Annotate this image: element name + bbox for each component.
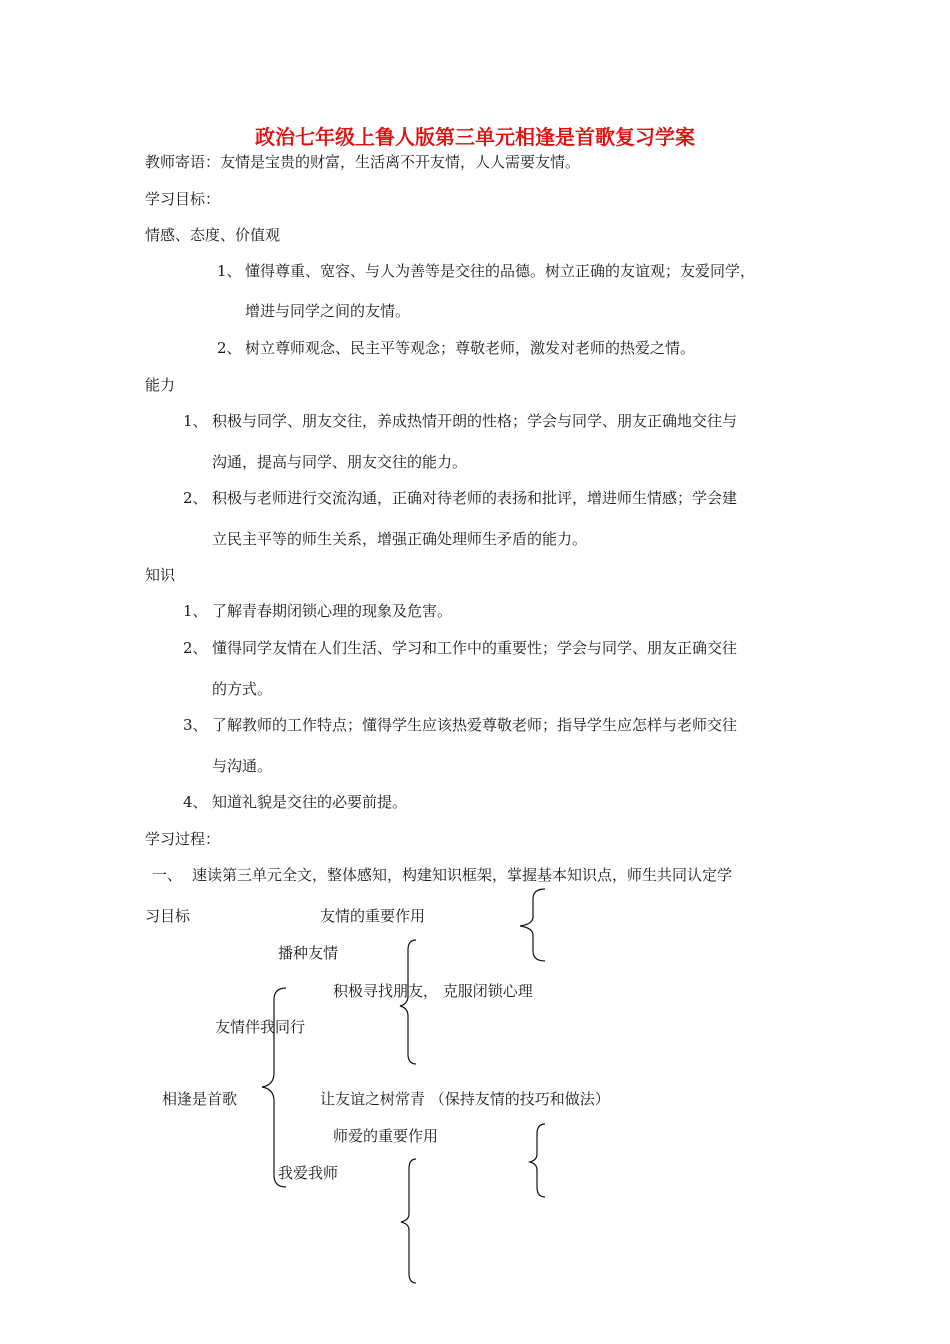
knowledge-heading: 知识 [145,566,176,584]
brace-teacher-love [527,1121,557,1201]
ability-item-1-text-cont: 沟通，提高与同学、朋友交往的能力。 [212,453,468,471]
node-root-title: 相逢是首歌 [162,1090,238,1108]
node-keep-friendship: 让友谊之树常青 （保持友情的技巧和做法） [320,1090,610,1108]
node-friendship-importance: 友情的重要作用 [320,907,426,925]
node-make-friends: 积极寻找朋友， 克服闭锁心理 [333,982,533,1000]
ability-item-2-text-cont: 立民主平等的师生关系，增强正确处理师生矛盾的能力。 [212,530,588,548]
emotion-heading: 情感、态度、价值观 [145,226,281,244]
emotion-item-2-text: 树立尊师观念、民主平等观念；尊敬老师，激发对老师的热爱之情。 [245,339,696,357]
knowledge-item-3-number: 3、 [183,716,208,734]
node-love-my-teacher: 我爱我师 [278,1164,339,1182]
ability-item-1-text: 积极与同学、朋友交往，养成热情开朗的性格；学会与同学、朋友正确地交往与 [212,412,738,430]
brace-love-my-teacher [397,1156,427,1288]
knowledge-item-2-number: 2、 [183,639,208,657]
ability-item-2-text: 积极与老师进行交流沟通，正确对待老师的表扬和批评，增进师生情感；学会建 [212,489,738,507]
knowledge-item-4-text: 知道礼貌是交往的必要前提。 [212,793,408,811]
node-friendship-with-me: 友情伴我同行 [215,1018,306,1036]
objectives-heading: 学习目标： [145,190,221,208]
brace-friendship-importance [512,886,552,966]
emotion-item-2-number: 2、 [217,339,242,357]
knowledge-item-2-text: 懂得同学友情在人们生活、学习和工作中的重要性；学会与同学、朋友正确交往 [212,639,738,657]
ability-heading: 能力 [145,376,176,394]
knowledge-item-3-text-cont: 与沟通。 [212,757,273,775]
teacher-message: 教师寄语：友情是宝贵的财富，生活离不开友情，人人需要友情。 [145,153,581,171]
emotion-item-1-text: 懂得尊重、宽容、与人为善等是交往的品德。树立正确的友谊观；友爱同学， [245,262,756,280]
knowledge-item-2-text-cont: 的方式。 [212,680,273,698]
node-teacher-love-importance: 师爱的重要作用 [333,1127,439,1145]
emotion-item-1-number: 1、 [217,262,242,280]
emotion-item-1-text-cont: 增进与同学之间的友情。 [245,302,411,320]
ability-item-1-number: 1、 [183,412,208,430]
knowledge-item-3-text: 了解教师的工作特点；懂得学生应该热爱尊敬老师；指导学生应怎样与老师交往 [212,716,738,734]
knowledge-item-1-number: 1、 [183,602,208,620]
process-step-1-text-cont: 习目标 [145,907,191,925]
knowledge-item-4-number: 4、 [183,793,208,811]
process-step-1-number: 一、 [152,866,183,884]
process-step-1-text: 速读第三单元全文，整体感知，构建知识框架，掌握基本知识点，师生共同认定学 [192,866,733,884]
node-sow-friendship: 播种友情 [278,944,339,962]
ability-item-2-number: 2、 [183,489,208,507]
page-title: 政治七年级上鲁人版第三单元相逢是首歌复习学案 [255,125,695,149]
brace-sow-friendship [396,937,426,1069]
brace-main [254,985,294,1195]
process-heading: 学习过程： [145,830,221,848]
knowledge-item-1-text: 了解青春期闭锁心理的现象及危害。 [212,602,453,620]
